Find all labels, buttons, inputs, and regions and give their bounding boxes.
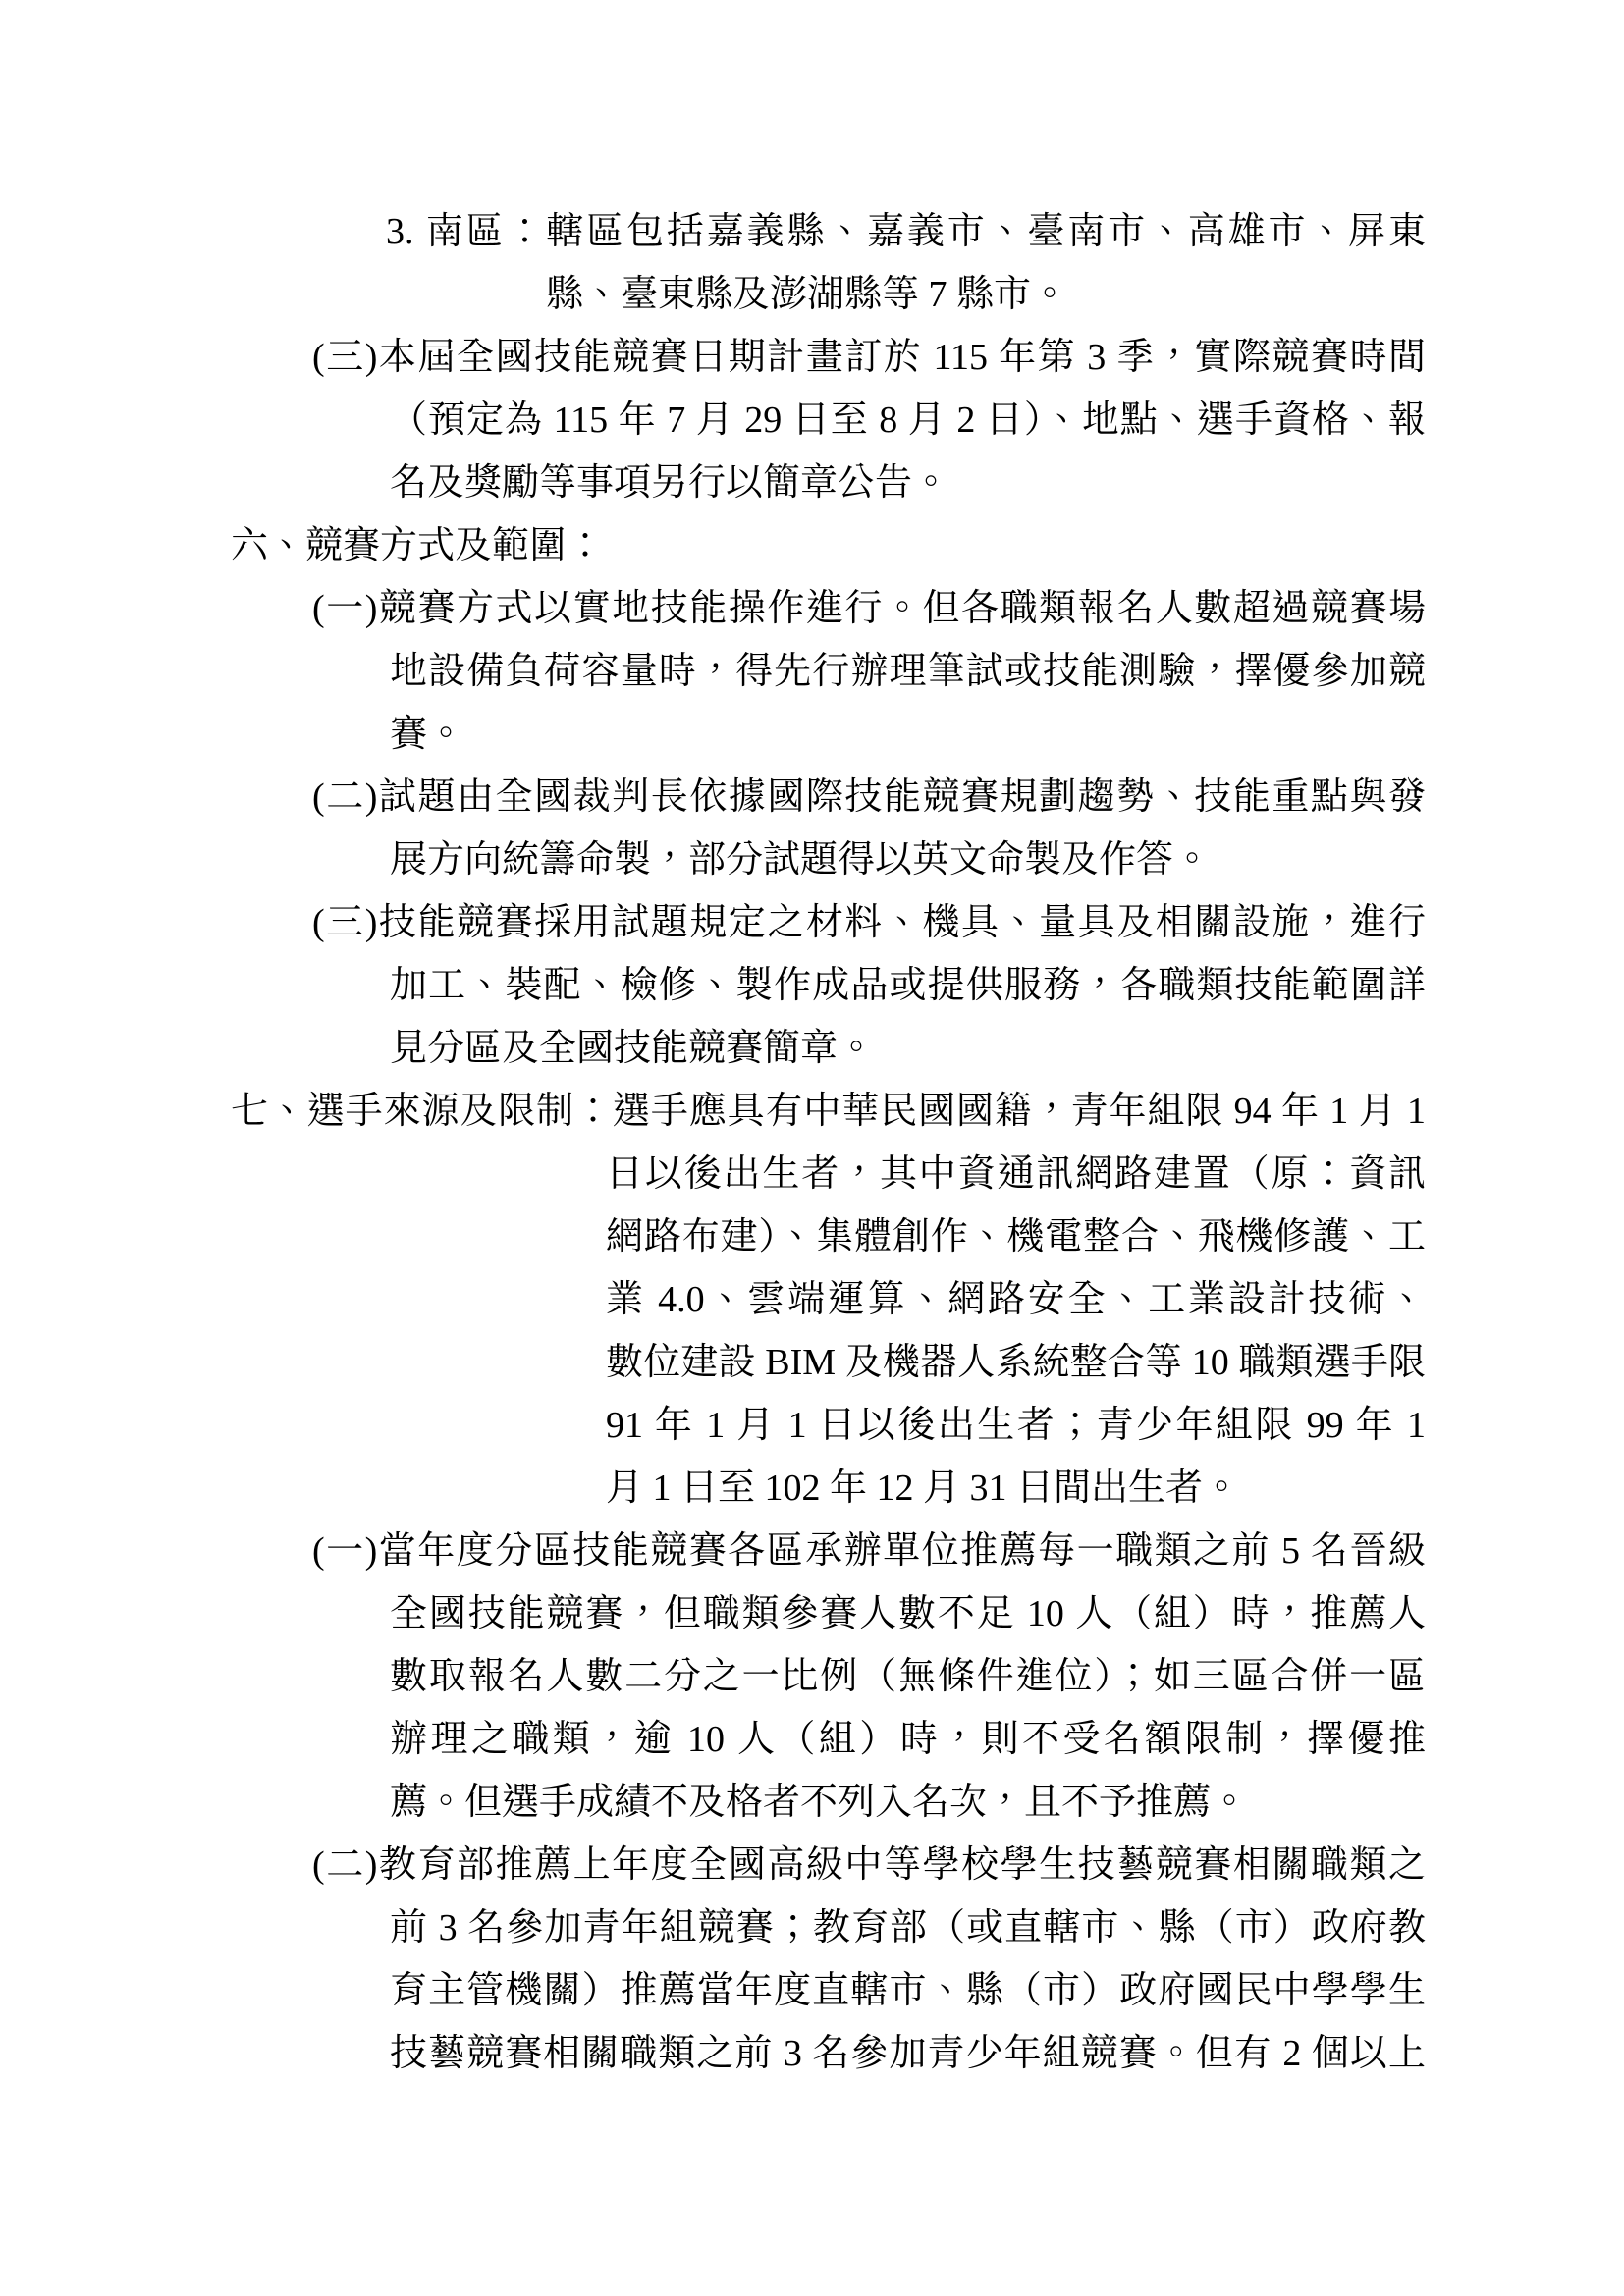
text-line: 展方向統籌命製，部分試題得以英文命製及作答。 bbox=[390, 839, 1212, 881]
text-line: 月 1 日至 102 年 12 月 31 日間出生者。 bbox=[606, 1468, 1241, 1509]
text-line: 地設備負荷容量時，得先行辦理筆試或技能測驗，擇優參加競 bbox=[390, 651, 1426, 692]
text-line: (一)當年度分區技能競賽各區承辦單位推薦每一職類之前 5 名晉級 bbox=[312, 1530, 1426, 1572]
text-line: 數取報名人數二分之一比例（無條件進位）；如三區合併一區 bbox=[390, 1656, 1426, 1697]
text-line: (三)技能競賽採用試題規定之材料、機具、量具及相關設施，進行 bbox=[312, 902, 1426, 943]
section-6-heading bbox=[231, 514, 1426, 577]
text-line: 前 3 名參加青年組競賽；教育部（或直轄市、縣（市）政府教 bbox=[390, 1907, 1426, 1949]
text-line: 辦理之職類，逾 10 人（組）時，則不受名額限制，擇優推 bbox=[390, 1719, 1426, 1760]
text-line: 全國技能競賽，但職類參賽人數不足 10 人（組）時，推薦人 bbox=[390, 1593, 1426, 1634]
section-6-item-i bbox=[312, 577, 1426, 766]
text-line: 技藝競賽相關職類之前 3 名參加青少年組競賽。但有 2 個以上 bbox=[390, 2033, 1426, 2074]
text-line: 縣、臺東縣及澎湖縣等 7 縣市。 bbox=[546, 274, 1069, 315]
text-line: 名及獎勵等事項另行以簡章公告。 bbox=[390, 462, 950, 504]
text-line: 網路布建）、集體創作、機電整合、飛機修護、工 bbox=[606, 1216, 1426, 1257]
text-line: 91 年 1 月 1 日以後出生者；青少年組限 99 年 1 bbox=[606, 1405, 1426, 1446]
text-line: 薦。但選手成績不及格者不列入名次，且不予推薦。 bbox=[390, 1782, 1249, 1823]
text-line: 賽。 bbox=[390, 714, 465, 755]
text-line: 3. 南區：轄區包括嘉義縣、嘉義市、臺南市、高雄市、屏東 bbox=[386, 211, 1426, 252]
list-item-3-south-region bbox=[386, 200, 1426, 326]
text-line: 見分區及全國技能競賽簡章。 bbox=[390, 1028, 876, 1069]
text-line: 育主管機關）推薦當年度直轄市、縣（市）政府國民中學學生 bbox=[390, 1970, 1426, 2011]
section-7-heading-and-body bbox=[231, 1080, 1426, 1520]
section-6-item-ii bbox=[312, 766, 1426, 891]
text-line: (二)教育部推薦上年度全國高級中等學校學生技藝競賽相關職類之 bbox=[312, 1844, 1426, 1886]
section-7-item-ii bbox=[312, 1834, 1426, 2085]
list-item-iii-competition-schedule bbox=[312, 326, 1426, 514]
section-heading-text: 七、選手來源及限制：選手應具有中華民國國籍，青年組限 94 年 1 月 1 bbox=[231, 1091, 1426, 1132]
text-line: (三)本屆全國技能競賽日期計畫訂於 115 年第 3 季，實際競賽時間 bbox=[312, 337, 1426, 378]
section-heading-text: 六、競賽方式及範圍： bbox=[231, 525, 605, 566]
section-6-item-iii bbox=[312, 891, 1426, 1080]
text-line: 日以後出生者，其中資通訊網路建置（原：資訊 bbox=[606, 1153, 1426, 1195]
section-7-item-i bbox=[312, 1520, 1426, 1834]
text-line: 業 4.0、雲端運算、網路安全、工業設計技術、 bbox=[606, 1279, 1426, 1320]
text-line: (一)競賽方式以實地技能操作進行。但各職類報名人數超過競賽場 bbox=[312, 588, 1426, 629]
text-line: 加工、裝配、檢修、製作成品或提供服務，各職類技能範圍詳 bbox=[390, 965, 1426, 1006]
text-line: （預定為 115 年 7 月 29 日至 8 月 2 日）、地點、選手資格、報 bbox=[390, 400, 1426, 441]
text-line: (二)試題由全國裁判長依據國際技能競賽規劃趨勢、技能重點與發 bbox=[312, 776, 1426, 818]
text-line: 數位建設 BIM 及機器人系統整合等 10 職類選手限 bbox=[606, 1342, 1426, 1383]
